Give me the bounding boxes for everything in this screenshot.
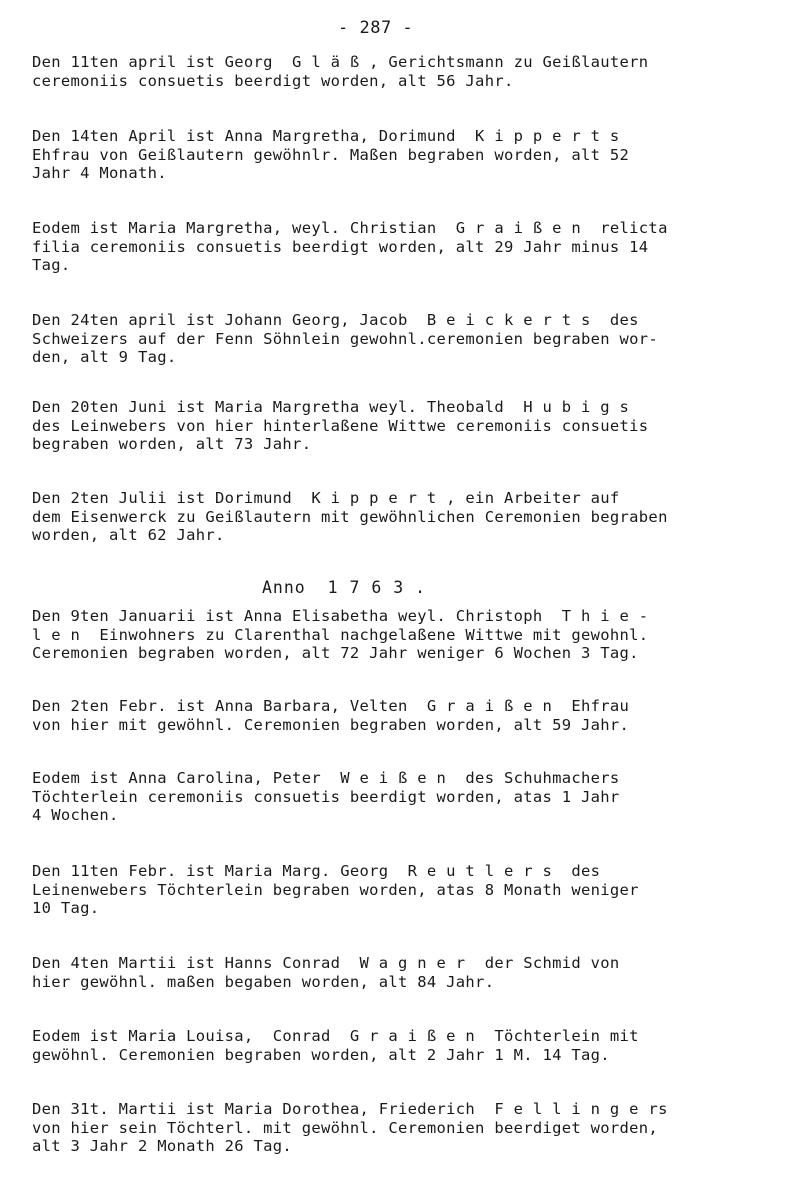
burial-entry: Den 24ten april ist Johann Georg, Jacob B e i c k e r t s des Schweizers auf der Fenn Söhnlein gewohnl.ceremonien begraben wor- den, alt 9 Tag.	[32, 311, 659, 366]
burial-entry: Eodem ist Maria Margretha, weyl. Christian G r a i ß e n relicta filia ceremoniis consuetis beerdigt worden, alt 29 Jahr minus 14 Tag.	[32, 219, 668, 274]
page-number: - 287 -	[338, 18, 414, 38]
burial-entry: Den 20ten Juni ist Maria Margretha weyl. Theobald H u b i g s des Leinwebers von hier hinterlaßene Wittwe ceremoniis consuetis begraben worden, alt 73 Jahr.	[32, 398, 649, 453]
burial-entry: Den 2ten Febr. ist Anna Barbara, Velten G r a i ß e n Ehfrau von hier mit gewöhnl. Ceremonien begraben worden, alt 59 Jahr.	[32, 697, 630, 734]
burial-entry: Den 11ten Febr. ist Maria Marg. Georg R e u t l e r s des Leinenwebers Töchterlein begraben worden, atas 8 Monath weniger 10 Tag.	[32, 862, 639, 917]
burial-entry: Den 31t. Martii ist Maria Dorothea, Friederich F e l l i n g e rs von hier sein Töchterl. mit gewöhnl. Ceremonien beerdiget worden, alt 3 Jahr 2 Monath 26 Tag.	[32, 1100, 668, 1155]
burial-entry: Den 4ten Martii ist Hanns Conrad W a g n e r der Schmid von hier gewöhnl. maßen begaben worden, alt 84 Jahr.	[32, 954, 620, 991]
year-heading: Anno 1 7 6 3 .	[262, 578, 427, 597]
burial-entry: Den 9ten Januarii ist Anna Elisabetha weyl. Christoph T h i e - l e n Einwohners zu Clarenthal nachgelaßene Wittwe mit gewohnl. Ceremonien begraben worden, alt 72 Jahr weniger 6 Wochen 3 Tag.	[32, 607, 649, 662]
burial-entry: Den 14ten April ist Anna Margretha, Dorimund K i p p e r t s Ehfrau von Geißlautern gewöhnlr. Maßen begraben worden, alt 52 Jahr 4 Monath.	[32, 127, 630, 182]
burial-entry: Den 2ten Julii ist Dorimund K i p p e r t , ein Arbeiter auf dem Eisenwerck zu Geißlautern mit gewöhnlichen Ceremonien begraben worden, alt 62 Jahr.	[32, 489, 668, 544]
burial-entry: Eodem ist Maria Louisa, Conrad G r a i ß e n Töchterlein mit gewöhnl. Ceremonien begraben worden, alt 2 Jahr 1 M. 14 Tag.	[32, 1027, 639, 1064]
burial-entry: Den 11ten april ist Georg G l ä ß , Gerichtsmann zu Geißlautern ceremoniis consuetis beerdigt worden, alt 56 Jahr.	[32, 53, 649, 90]
burial-entry: Eodem ist Anna Carolina, Peter W e i ß e n des Schuhmachers Töchterlein ceremoniis consuetis beerdigt worden, atas 1 Jahr 4 Wochen.	[32, 769, 620, 824]
